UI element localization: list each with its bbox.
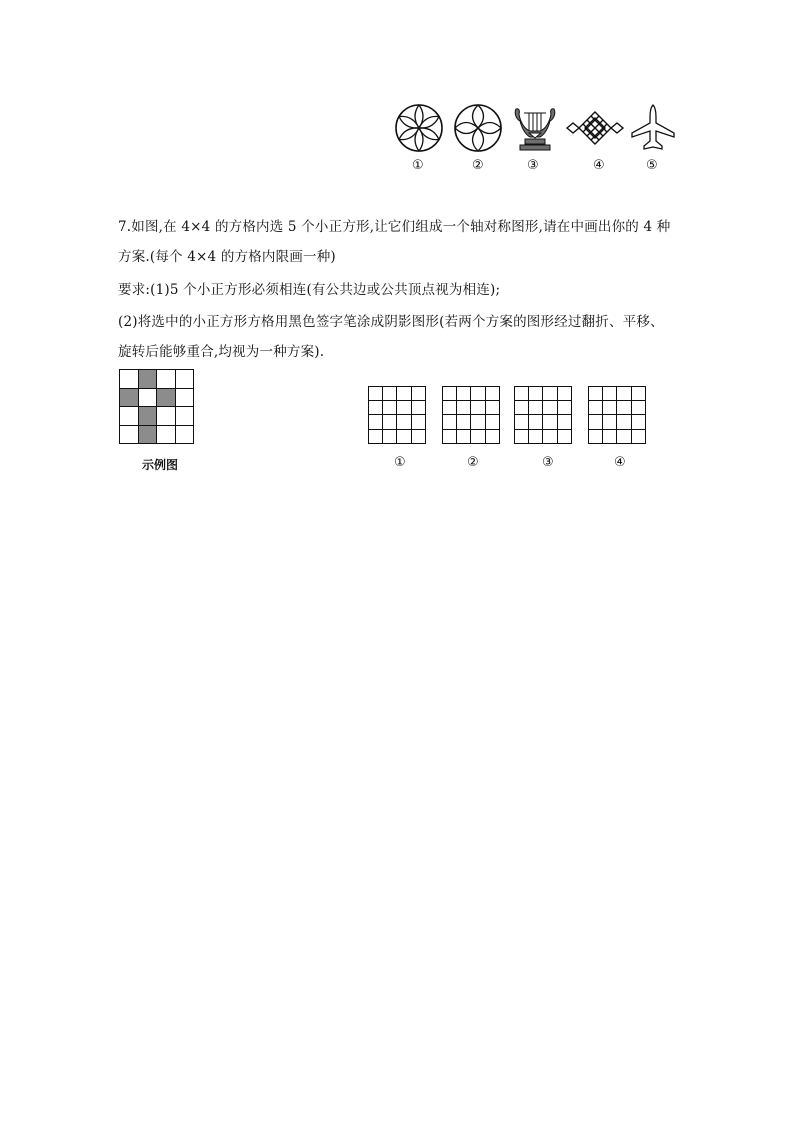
answer-cell[interactable] [589, 401, 603, 415]
figure-label-1: ① [412, 158, 424, 173]
answer-cell[interactable] [486, 430, 500, 444]
answer-cell[interactable] [558, 387, 572, 401]
example-caption: 示例图 [142, 458, 179, 472]
example-cell-shaded [120, 389, 139, 408]
example-grid [119, 369, 194, 444]
answer-cell[interactable] [383, 401, 397, 415]
example-cell [176, 370, 195, 389]
answer-cell[interactable] [603, 430, 617, 444]
answer-cell[interactable] [589, 387, 603, 401]
answer-cell[interactable] [397, 430, 411, 444]
answer-cell[interactable] [397, 387, 411, 401]
answer-cell[interactable] [603, 415, 617, 429]
example-cell [139, 389, 158, 408]
answer-cell[interactable] [412, 415, 426, 429]
answer-cell[interactable] [412, 387, 426, 401]
answer-cell[interactable] [443, 415, 457, 429]
answer-cell[interactable] [486, 387, 500, 401]
answer-cell[interactable] [383, 387, 397, 401]
answer-grid-1[interactable] [368, 386, 426, 444]
figure-label-5: ⑤ [646, 158, 658, 173]
question-requirement-1: 要求:(1)5 个小正方形必须相连(有公共边或公共顶点视为相连); [118, 282, 501, 298]
answer-cell[interactable] [632, 387, 646, 401]
answer-grid-label-4: ④ [614, 455, 626, 470]
answer-cell[interactable] [457, 430, 471, 444]
six-petal-flower-icon [394, 103, 444, 153]
example-cell [176, 426, 195, 445]
example-cell [157, 370, 176, 389]
answer-cell[interactable] [632, 401, 646, 415]
answer-cell[interactable] [543, 387, 557, 401]
figure-5 [630, 103, 676, 153]
answer-cell[interactable] [471, 387, 485, 401]
answer-grid-4[interactable] [588, 386, 646, 444]
answer-cell[interactable] [471, 401, 485, 415]
answer-cell[interactable] [369, 387, 383, 401]
example-cell [176, 407, 195, 426]
answer-cell[interactable] [558, 415, 572, 429]
example-cell-shaded [139, 407, 158, 426]
figure-1 [394, 103, 444, 153]
answer-cell[interactable] [515, 430, 529, 444]
answer-cell[interactable] [603, 401, 617, 415]
answer-grid-label-3: ③ [542, 455, 554, 470]
figure-2 [453, 103, 503, 153]
answer-cell[interactable] [543, 401, 557, 415]
answer-cell[interactable] [558, 430, 572, 444]
answer-cell[interactable] [543, 430, 557, 444]
answer-grid-label-1: ① [394, 455, 406, 470]
answer-cell[interactable] [471, 430, 485, 444]
answer-cell[interactable] [412, 401, 426, 415]
answer-cell[interactable] [603, 387, 617, 401]
question-requirement-2: (2)将选中的小正方形方格用黑色签字笔涂成阴影图形(若两个方案的图形经过翻折、平移、 [118, 314, 664, 330]
answer-cell[interactable] [515, 387, 529, 401]
answer-cell[interactable] [443, 401, 457, 415]
answer-cell[interactable] [457, 401, 471, 415]
answer-cell[interactable] [369, 430, 383, 444]
answer-cell[interactable] [617, 401, 631, 415]
example-cell [120, 407, 139, 426]
question-line-2: 方案.(每个 4×4 的方格内限画一种) [118, 249, 336, 265]
answer-cell[interactable] [369, 401, 383, 415]
answer-cell[interactable] [486, 401, 500, 415]
answer-cell[interactable] [543, 415, 557, 429]
answer-cell[interactable] [529, 430, 543, 444]
example-cell [120, 370, 139, 389]
answer-cell[interactable] [529, 415, 543, 429]
answer-cell[interactable] [617, 387, 631, 401]
answer-cell[interactable] [617, 430, 631, 444]
figure-4 [565, 103, 625, 153]
lyre-icon [512, 103, 558, 153]
answer-cell[interactable] [558, 401, 572, 415]
answer-cell[interactable] [397, 401, 411, 415]
answer-cell[interactable] [589, 415, 603, 429]
answer-cell[interactable] [529, 401, 543, 415]
four-petal-flower-icon [453, 103, 503, 153]
figure-label-3: ③ [527, 158, 539, 173]
answer-cell[interactable] [383, 430, 397, 444]
answer-grid-label-2: ② [467, 455, 479, 470]
answer-cell[interactable] [443, 430, 457, 444]
answer-cell[interactable] [383, 415, 397, 429]
figure-label-4: ④ [593, 158, 605, 173]
example-cell-shaded [139, 426, 158, 445]
answer-cell[interactable] [443, 387, 457, 401]
answer-cell[interactable] [457, 415, 471, 429]
answer-grid-2[interactable] [442, 386, 500, 444]
airplane-icon [630, 103, 676, 153]
answer-cell[interactable] [369, 415, 383, 429]
answer-cell[interactable] [397, 415, 411, 429]
example-cell-shaded [139, 370, 158, 389]
figure-3 [512, 103, 558, 153]
answer-cell[interactable] [515, 401, 529, 415]
answer-grid-3[interactable] [514, 386, 572, 444]
answer-cell[interactable] [632, 430, 646, 444]
example-cell [120, 426, 139, 445]
answer-cell[interactable] [515, 415, 529, 429]
answer-cell[interactable] [486, 415, 500, 429]
example-cell [157, 426, 176, 445]
answer-cell[interactable] [471, 415, 485, 429]
question-requirement-2-cont: 旋转后能够重合,均视为一种方案). [118, 344, 325, 360]
example-cell-shaded [157, 389, 176, 408]
answer-cell[interactable] [412, 430, 426, 444]
endless-knot-icon [565, 103, 625, 153]
figure-label-2: ② [472, 158, 484, 173]
answer-cell[interactable] [589, 430, 603, 444]
example-cell [176, 389, 195, 408]
answer-cell[interactable] [632, 415, 646, 429]
question-line-1: 7.如图,在 4×4 的方格内选 5 个小正方形,让它们组成一个轴对称图形,请在中画出你的 4 种 [118, 219, 671, 235]
example-cell [157, 407, 176, 426]
answer-cell[interactable] [529, 387, 543, 401]
answer-cell[interactable] [617, 415, 631, 429]
answer-cell[interactable] [457, 387, 471, 401]
